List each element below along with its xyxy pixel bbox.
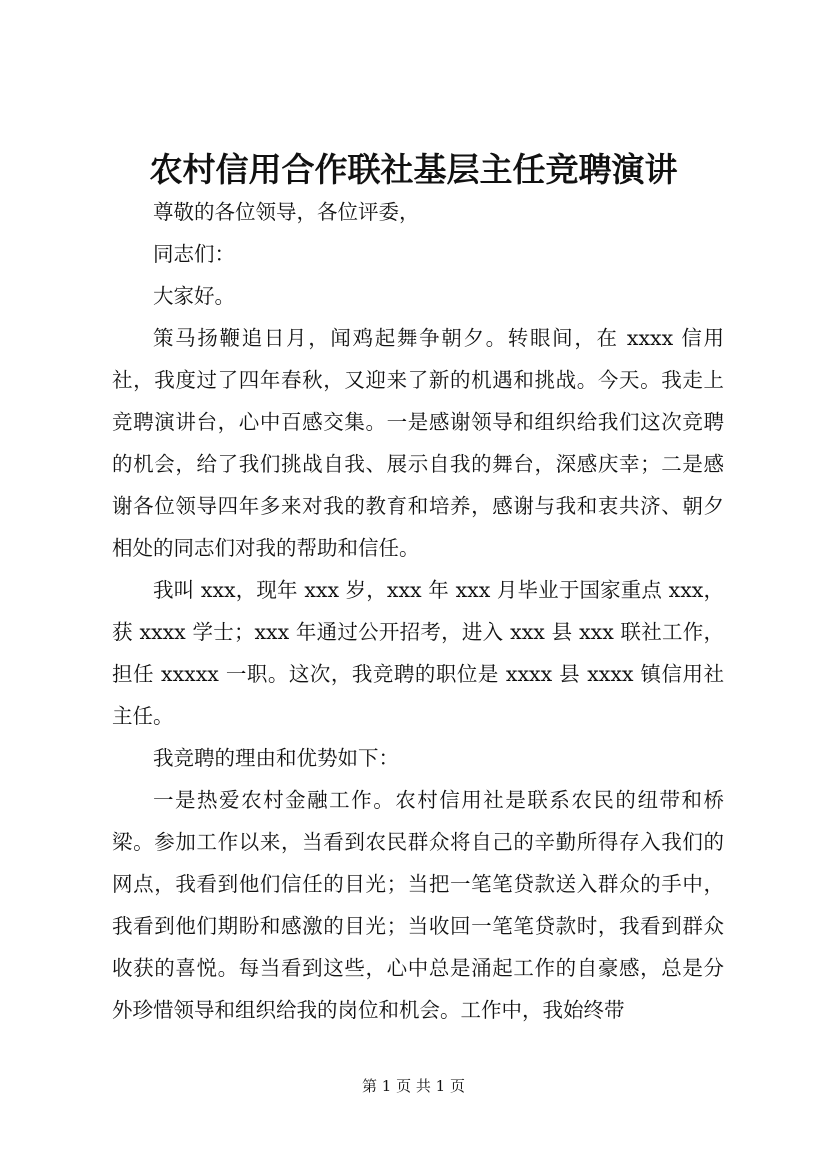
- self-introduction-paragraph: 我叫 xxx，现年 xxx 岁，xxx 年 xxx 月毕业于国家重点 xxx，获 xxxx 学士；xxx 年通过公开招考，进入 xxx 县 xxx 联社工作，担任 xxxxx 一职。这次，我竞聘的职位是 xxxx 县 xxxx 镇信用社主任。: [112, 578, 724, 728]
- document-body: [112, 191, 724, 1031]
- salutation-paragraph: 尊敬的各位领导，各位评委，: [153, 200, 420, 224]
- greeting-hello-paragraph: 大家好。: [153, 284, 235, 308]
- opening-paragraph: 策马扬鞭追日月，闻鸡起舞争朝夕。转眼间，在 xxxx 信用社，我度过了四年春秋，又迎来了新的机遇和挑战。今天。我走上竞聘演讲台，心中百感交集。一是感谢领导和组织给我们这次竞聘的机会，给了我们挑战自我、展示自我的舞台，深感庆幸；二是感谢各位领导四年多来对我的教育和培养，感谢与我和衷共济、朝夕相处的同志们对我的帮助和信任。: [112, 326, 724, 560]
- first-reason-paragraph: 一是热爱农村金融工作。农村信用社是联系农民的纽带和桥梁。参加工作以来，当看到农民群众将自己的辛勤所得存入我们的网点，我看到他们信任的目光；当把一笔笔贷款送入群众的手中，我看到他们期盼和感激的目光；当收回一笔笔贷款时，我看到群众收获的喜悦。每当看到这些，心中总是涌起工作的自豪感，总是分外珍惜领导和组织给我的岗位和机会。工作中，我始终带: [112, 788, 724, 1022]
- reasons-heading-paragraph: 我竞聘的理由和优势如下：: [153, 746, 399, 770]
- page-footer: 第 1 页 共 1 页: [362, 1077, 465, 1095]
- document-title: 农村信用合作联社基层主任竞聘演讲: [149, 150, 678, 189]
- greeting-comrades-paragraph: 同志们：: [153, 242, 235, 266]
